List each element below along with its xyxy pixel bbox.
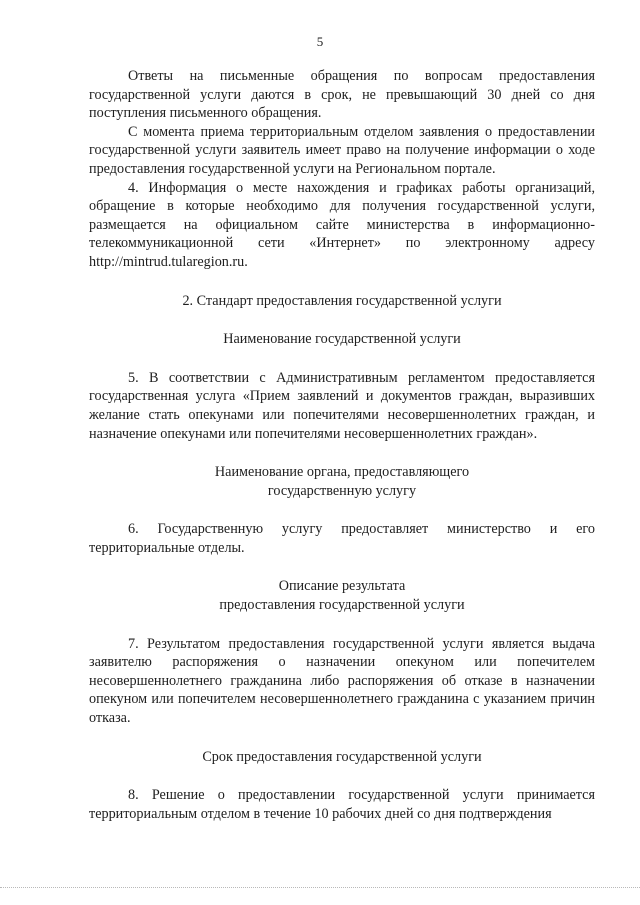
subheading-result-line-2: предоставления государственной услуги (219, 597, 465, 614)
section-heading-2: 2. Стандарт предоставления государственной услуги (182, 292, 502, 309)
subheading-authority-line-2: государственную услугу (267, 482, 417, 499)
paragraph-6-authority: 6. Государственную услугу предоставляет министерство и его территориальные отделы. (89, 521, 595, 556)
document-body (89, 67, 595, 823)
page-number: 5 (316, 34, 324, 49)
paragraph-7-result: 7. Результатом предоставления государственной услуги является выдача заявителю распоряжения о назначении опекуном или попечителем несовершеннолетнего гражданина либо распоряжения об отказе в назначении опекуном или попечителем несовершеннолетнего гражданина с указанием причин отказа. (89, 635, 595, 727)
subheading-service-term: Срок предоставления государственной услуги (202, 748, 482, 765)
subheading-authority-line-1: Наименование органа, предоставляющего (214, 464, 470, 481)
paragraph-8-decision-term: 8. Решение о предоставлении государственной услуги принимается территориальным отделом в течение 10 рабочих дней со дня подтверждения (89, 787, 595, 822)
paragraph-response-deadline: Ответы на письменные обращения по вопросам предоставления государственной услуги даются в срок, не превышающий 30 дней со дня поступления письменного обращения. (89, 68, 595, 122)
scan-edge-line (0, 887, 640, 888)
paragraph-5-service-name: 5. В соответствии с Административным регламентом предоставляется государственная услуга «Прием заявлений и документов граждан, выразивших желание стать опекунами или попечителями несовершеннолетних граждан, и назначение опекунами или попечителями несовершеннолетних граждан». (89, 369, 595, 442)
subheading-result-line-1: Описание результата (278, 578, 406, 595)
paragraph-4-location-info: 4. Информация о месте нахождения и графиках работы организаций, обращение в которые необходимо для получения государственной услуги, размещается на официальном сайте министерства в информационно-телекоммуникационной сети «Интернет» по электронному адресу http://mintrud.tularegion.ru. (89, 179, 595, 270)
paragraph-progress-info: С момента приема территориальным отделом заявления о предоставлении государственной услуги заявитель имеет право на получение информации о ходе предоставления государственной услуги на Региональном портале. (89, 123, 595, 177)
subheading-service-name: Наименование государственной услуги (223, 331, 461, 348)
